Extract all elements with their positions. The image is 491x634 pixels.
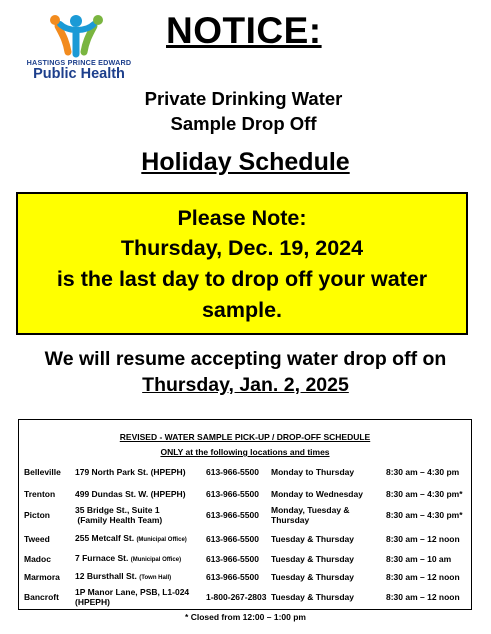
row-address: [75, 533, 187, 545]
row-town: Trenton: [24, 489, 56, 499]
row-town: Belleville: [24, 467, 61, 477]
table-row: [19, 504, 471, 526]
row-phone: 613-966-5500: [206, 467, 259, 477]
schedule-subtitle: ONLY at the following locations and times: [160, 447, 330, 457]
row-phone: 613-966-5500: [206, 489, 259, 499]
row-days: Monday to Thursday: [271, 467, 355, 477]
row-hours: 8:30 am – 4:30 pm: [386, 467, 460, 477]
schedule-table: [18, 419, 472, 610]
row-phone: 613-966-5500: [206, 534, 259, 544]
resume-line1: We will resume accepting water drop off on: [44, 348, 447, 370]
subtitle-line1: Private Drinking Water: [144, 88, 343, 109]
subtitle-line2: Sample Drop Off: [170, 113, 317, 134]
note-line4: sample.: [201, 298, 283, 322]
row-days: Tuesday & Thursday: [271, 534, 354, 544]
note-line2: Thursday, Dec. 19, 2024: [120, 236, 364, 260]
row-address-note: (Municipal Office): [130, 557, 182, 563]
row-address-main: 7 Furnace St.: [75, 553, 129, 563]
logo-name: Public Health: [33, 66, 125, 82]
row-days-line2: Thursday: [271, 515, 310, 525]
row-address: 499 Dundas St. W. (HPEPH): [75, 489, 186, 499]
note-line1: Please Note:: [177, 206, 307, 230]
row-town: Bancroft: [24, 592, 59, 602]
row-address-line1: 1P Manor Lane, PSB, L1-024: [75, 587, 190, 597]
table-row: [19, 528, 471, 550]
row-days: Monday to Wednesday: [271, 489, 363, 499]
row-address-line1: 35 Bridge St., Suite 1: [75, 505, 160, 515]
row-address: [75, 571, 171, 583]
row-days: [271, 505, 350, 525]
hpeph-logo: [20, 12, 138, 82]
row-hours: 8:30 am – 12 noon: [386, 592, 460, 602]
resume-date: Thursday, Jan. 2, 2025: [142, 374, 349, 396]
row-address-note: (Town Hall): [139, 575, 172, 581]
row-address: [75, 505, 162, 525]
row-address: [75, 587, 189, 607]
row-hours: 8:30 am – 4:30 pm*: [386, 510, 463, 520]
row-phone: 613-966-5500: [206, 554, 259, 564]
row-address: [75, 553, 181, 565]
row-address-main: 255 Metcalf St.: [75, 533, 135, 543]
row-phone: 613-966-5500: [206, 510, 259, 520]
row-hours: 8:30 am – 12 noon: [386, 534, 460, 544]
row-address-line2: (HPEPH): [75, 597, 110, 607]
table-row: [19, 483, 471, 505]
row-address-main: 12 Bursthall St.: [75, 571, 137, 581]
row-days: Tuesday & Thursday: [271, 592, 354, 602]
row-town: Tweed: [24, 534, 50, 544]
note-box: [16, 192, 468, 335]
notice-title: NOTICE:: [166, 10, 322, 51]
footnote: * Closed from 12:00 – 1:00 pm: [185, 612, 306, 622]
note-line3: is the last day to drop off your water: [56, 267, 428, 291]
schedule-title: REVISED - WATER SAMPLE PICK-UP / DROP-OFF SCHEDULE: [119, 432, 371, 442]
row-days: Tuesday & Thursday: [271, 554, 354, 564]
row-town: Picton: [24, 510, 50, 520]
row-days: Tuesday & Thursday: [271, 572, 354, 582]
table-row: [19, 586, 471, 608]
row-phone: 1-800-267-2803: [206, 592, 267, 602]
table-row: [19, 461, 471, 483]
row-address-line2: (Family Health Team): [75, 515, 163, 525]
logo-org-line: HASTINGS PRINCE EDWARD: [26, 58, 132, 67]
row-town: Marmora: [24, 572, 60, 582]
row-hours: 8:30 am – 12 noon: [386, 572, 460, 582]
row-phone: 613-966-5500: [206, 572, 259, 582]
row-town: Madoc: [24, 554, 51, 564]
table-row: [19, 566, 471, 588]
row-days-line1: Monday, Tuesday &: [271, 505, 350, 515]
holiday-heading: Holiday Schedule: [141, 148, 350, 176]
row-hours: 8:30 am – 10 am: [386, 554, 452, 564]
row-address: 179 North Park St. (HPEPH): [75, 467, 186, 477]
people-logo-icon: [46, 12, 108, 58]
row-hours: 8:30 am – 4:30 pm*: [386, 489, 463, 499]
row-address-note: (Municipal Office): [136, 537, 187, 543]
